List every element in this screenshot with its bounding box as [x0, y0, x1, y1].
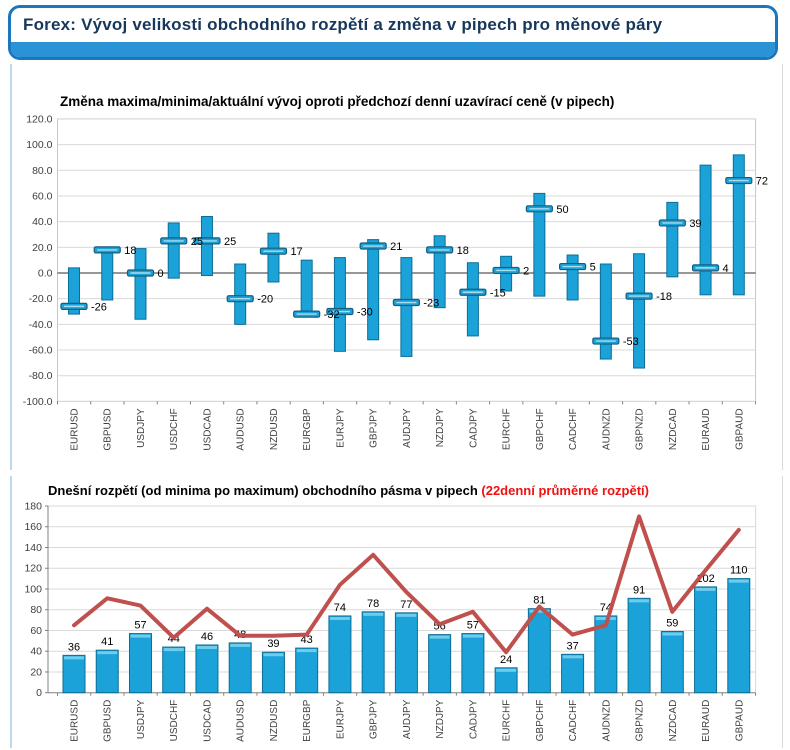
- svg-text:39: 39: [689, 217, 702, 230]
- svg-text:EURUSD: EURUSD: [69, 699, 81, 742]
- svg-text:CADCHF: CADCHF: [568, 699, 580, 742]
- range-bar-AUDUSD: [235, 264, 246, 324]
- range-bar-CADJPY: [467, 263, 478, 336]
- range-bar-GBPNZD: [634, 254, 645, 368]
- svg-text:GBPJPY: GBPJPY: [368, 699, 380, 740]
- svg-text:72: 72: [755, 175, 769, 188]
- bar-AUDUSD: [229, 643, 251, 693]
- bar-EURGBP: [296, 648, 318, 693]
- svg-text:-32: -32: [323, 309, 340, 322]
- bar-CADJPY: [462, 634, 484, 693]
- range-bar-GBPJPY: [368, 240, 379, 340]
- svg-text:EURAUD: EURAUD: [701, 408, 713, 451]
- svg-text:40.0: 40.0: [32, 216, 53, 229]
- range-chart-title-black: Dnešní rozpětí (od minima po maximum) obchodního pásma v pipech: [48, 483, 482, 498]
- svg-text:100.0: 100.0: [26, 139, 53, 152]
- svg-text:36: 36: [67, 641, 81, 654]
- bar-USDCHF: [163, 647, 185, 693]
- svg-text:NZDJPY: NZDJPY: [435, 699, 447, 739]
- svg-text:NZDUSD: NZDUSD: [268, 408, 280, 451]
- svg-text:NZDJPY: NZDJPY: [435, 408, 447, 448]
- svg-text:-30: -30: [356, 306, 373, 319]
- range-bar-CADCHF: [567, 255, 578, 300]
- svg-text:46: 46: [200, 630, 214, 643]
- range-bar-USDCAD: [201, 217, 212, 276]
- svg-text:120.0: 120.0: [26, 113, 53, 126]
- svg-text:-26: -26: [91, 301, 107, 314]
- svg-text:56: 56: [433, 620, 446, 633]
- svg-text:GBPUSD: GBPUSD: [102, 699, 114, 742]
- bar-NZDJPY: [429, 635, 451, 693]
- svg-text:USDCHF: USDCHF: [169, 699, 181, 742]
- svg-text:110: 110: [730, 564, 748, 577]
- svg-text:GBPAUD: GBPAUD: [734, 408, 746, 450]
- range-bar-GBPAUD: [733, 155, 744, 295]
- svg-text:EURGBP: EURGBP: [302, 408, 314, 451]
- bar-USDCAD: [196, 645, 218, 693]
- svg-text:48: 48: [234, 628, 247, 641]
- svg-text:USDCHF: USDCHF: [169, 408, 181, 451]
- svg-text:81: 81: [533, 594, 546, 607]
- svg-text:EURAUD: EURAUD: [701, 699, 713, 742]
- svg-text:AUDNZD: AUDNZD: [601, 699, 613, 742]
- bar-GBPUSD: [96, 650, 118, 693]
- svg-text:EURJPY: EURJPY: [335, 699, 347, 740]
- bar-GBPAUD: [728, 579, 750, 693]
- svg-text:18: 18: [124, 244, 137, 257]
- svg-text:40: 40: [30, 645, 42, 658]
- range-bar-NZDCAD: [667, 202, 678, 276]
- svg-text:60.0: 60.0: [32, 190, 53, 203]
- svg-text:0: 0: [157, 268, 164, 280]
- svg-text:25: 25: [190, 235, 203, 248]
- svg-text:USDJPY: USDJPY: [135, 408, 147, 448]
- svg-text:NZDCAD: NZDCAD: [667, 408, 679, 451]
- svg-text:GBPJPY: GBPJPY: [368, 408, 380, 448]
- svg-text:EURUSD: EURUSD: [69, 408, 81, 451]
- svg-text:44: 44: [167, 633, 180, 646]
- range-bar-EURAUD: [700, 165, 711, 295]
- svg-text:GBPNZD: GBPNZD: [634, 699, 646, 742]
- svg-text:EURCHF: EURCHF: [501, 699, 513, 742]
- bar-GBPNZD: [628, 598, 650, 692]
- bar-USDJPY: [129, 634, 151, 693]
- svg-text:-20: -20: [257, 293, 274, 306]
- svg-text:CADCHF: CADCHF: [568, 408, 580, 451]
- svg-text:25: 25: [223, 235, 237, 248]
- bar-CADCHF: [562, 654, 584, 692]
- range-bar-AUDNZD: [600, 264, 611, 359]
- range-bar-USDJPY: [135, 249, 146, 320]
- change-chart-panel: [10, 64, 783, 470]
- svg-text:USDJPY: USDJPY: [135, 699, 147, 740]
- svg-text:-40.0: -40.0: [28, 318, 53, 331]
- svg-text:120: 120: [24, 562, 42, 575]
- svg-text:GBPAUD: GBPAUD: [734, 699, 746, 742]
- svg-text:43: 43: [300, 634, 313, 647]
- svg-text:24: 24: [499, 653, 513, 666]
- svg-text:0.0: 0.0: [37, 267, 53, 280]
- svg-text:78: 78: [367, 597, 380, 610]
- svg-text:GBPCHF: GBPCHF: [534, 699, 546, 742]
- range-chart-panel: [10, 476, 783, 748]
- change-chart: [12, 64, 783, 470]
- bar-GBPJPY: [362, 612, 384, 693]
- svg-text:AUDUSD: AUDUSD: [235, 699, 247, 742]
- svg-text:91: 91: [632, 584, 646, 597]
- svg-text:180: 180: [24, 500, 42, 513]
- svg-text:80.0: 80.0: [32, 164, 53, 177]
- range-bar-NZDUSD: [268, 233, 279, 282]
- change-chart-title: Změna maxima/minima/aktuální vývoj oproti předchozí denní uzavírací ceně (v pipech): [60, 94, 615, 109]
- svg-text:CADJPY: CADJPY: [468, 699, 480, 740]
- svg-text:NZDCAD: NZDCAD: [667, 699, 679, 742]
- svg-text:GBPCHF: GBPCHF: [534, 408, 546, 451]
- range-bar-AUDJPY: [401, 258, 412, 357]
- svg-text:-80.0: -80.0: [28, 370, 53, 383]
- svg-text:-15: -15: [489, 287, 506, 300]
- svg-text:-53: -53: [622, 336, 639, 349]
- svg-text:41: 41: [101, 636, 114, 649]
- svg-text:39: 39: [267, 638, 280, 651]
- svg-text:20.0: 20.0: [32, 241, 53, 254]
- svg-text:-18: -18: [656, 291, 672, 304]
- range-chart: [12, 476, 783, 748]
- svg-text:20: 20: [30, 666, 42, 679]
- svg-text:-23: -23: [423, 297, 440, 310]
- svg-text:102: 102: [696, 572, 715, 585]
- svg-text:2: 2: [523, 265, 530, 278]
- svg-text:50: 50: [556, 203, 569, 216]
- svg-text:60: 60: [30, 624, 42, 637]
- svg-text:EURGBP: EURGBP: [302, 699, 314, 742]
- svg-text:AUDUSD: AUDUSD: [235, 408, 247, 451]
- range-bar-GBPUSD: [102, 249, 113, 300]
- svg-text:AUDNZD: AUDNZD: [601, 408, 613, 451]
- svg-text:100: 100: [24, 583, 42, 596]
- svg-text:EURCHF: EURCHF: [501, 408, 513, 451]
- bar-NZDUSD: [262, 652, 284, 692]
- svg-text:USDCAD: USDCAD: [202, 699, 214, 742]
- svg-text:NZDUSD: NZDUSD: [268, 699, 280, 742]
- range-chart-title-red: (22denní průměrné rozpětí): [481, 483, 649, 498]
- svg-text:59: 59: [666, 617, 679, 630]
- svg-text:57: 57: [466, 619, 480, 632]
- svg-text:EURJPY: EURJPY: [335, 408, 347, 448]
- bar-AUDJPY: [395, 613, 417, 693]
- range-size-bars: [63, 579, 750, 693]
- svg-text:GBPNZD: GBPNZD: [634, 408, 646, 451]
- svg-text:140: 140: [24, 541, 42, 554]
- svg-text:GBPUSD: GBPUSD: [102, 408, 114, 451]
- svg-text:USDCAD: USDCAD: [202, 408, 214, 451]
- svg-text:77: 77: [400, 598, 413, 611]
- svg-text:CADJPY: CADJPY: [468, 408, 480, 448]
- svg-text:-60.0: -60.0: [28, 344, 53, 357]
- svg-text:160: 160: [24, 521, 42, 534]
- svg-text:0: 0: [36, 687, 42, 700]
- svg-text:AUDJPY: AUDJPY: [401, 408, 413, 448]
- bar-EURAUD: [695, 587, 717, 693]
- range-bar-EURGBP: [301, 260, 312, 314]
- svg-text:74: 74: [333, 601, 347, 614]
- svg-text:21: 21: [390, 241, 403, 254]
- svg-text:37: 37: [566, 640, 579, 653]
- bar-GBPCHF: [528, 609, 550, 693]
- svg-text:5: 5: [589, 261, 596, 274]
- svg-text:57: 57: [134, 619, 147, 632]
- svg-text:18: 18: [456, 244, 469, 257]
- range-bar-USDCHF: [168, 223, 179, 278]
- header-banner: [8, 5, 778, 60]
- svg-text:-100.0: -100.0: [22, 395, 53, 408]
- bar-EURUSD: [63, 655, 85, 692]
- range-bar-EURJPY: [334, 258, 345, 352]
- svg-text:AUDJPY: AUDJPY: [401, 699, 413, 740]
- svg-text:4: 4: [722, 262, 729, 275]
- svg-text:80: 80: [30, 604, 42, 617]
- svg-text:-20.0: -20.0: [28, 293, 53, 306]
- header-accent-strip: [11, 42, 775, 57]
- svg-text:17: 17: [290, 246, 303, 259]
- bar-NZDCAD: [661, 632, 683, 693]
- bar-EURJPY: [329, 616, 351, 693]
- page-title: Forex: Vývoj velikosti obchodního rozpětí a změna v pipech pro měnové páry: [23, 15, 663, 34]
- svg-text:74: 74: [599, 601, 612, 614]
